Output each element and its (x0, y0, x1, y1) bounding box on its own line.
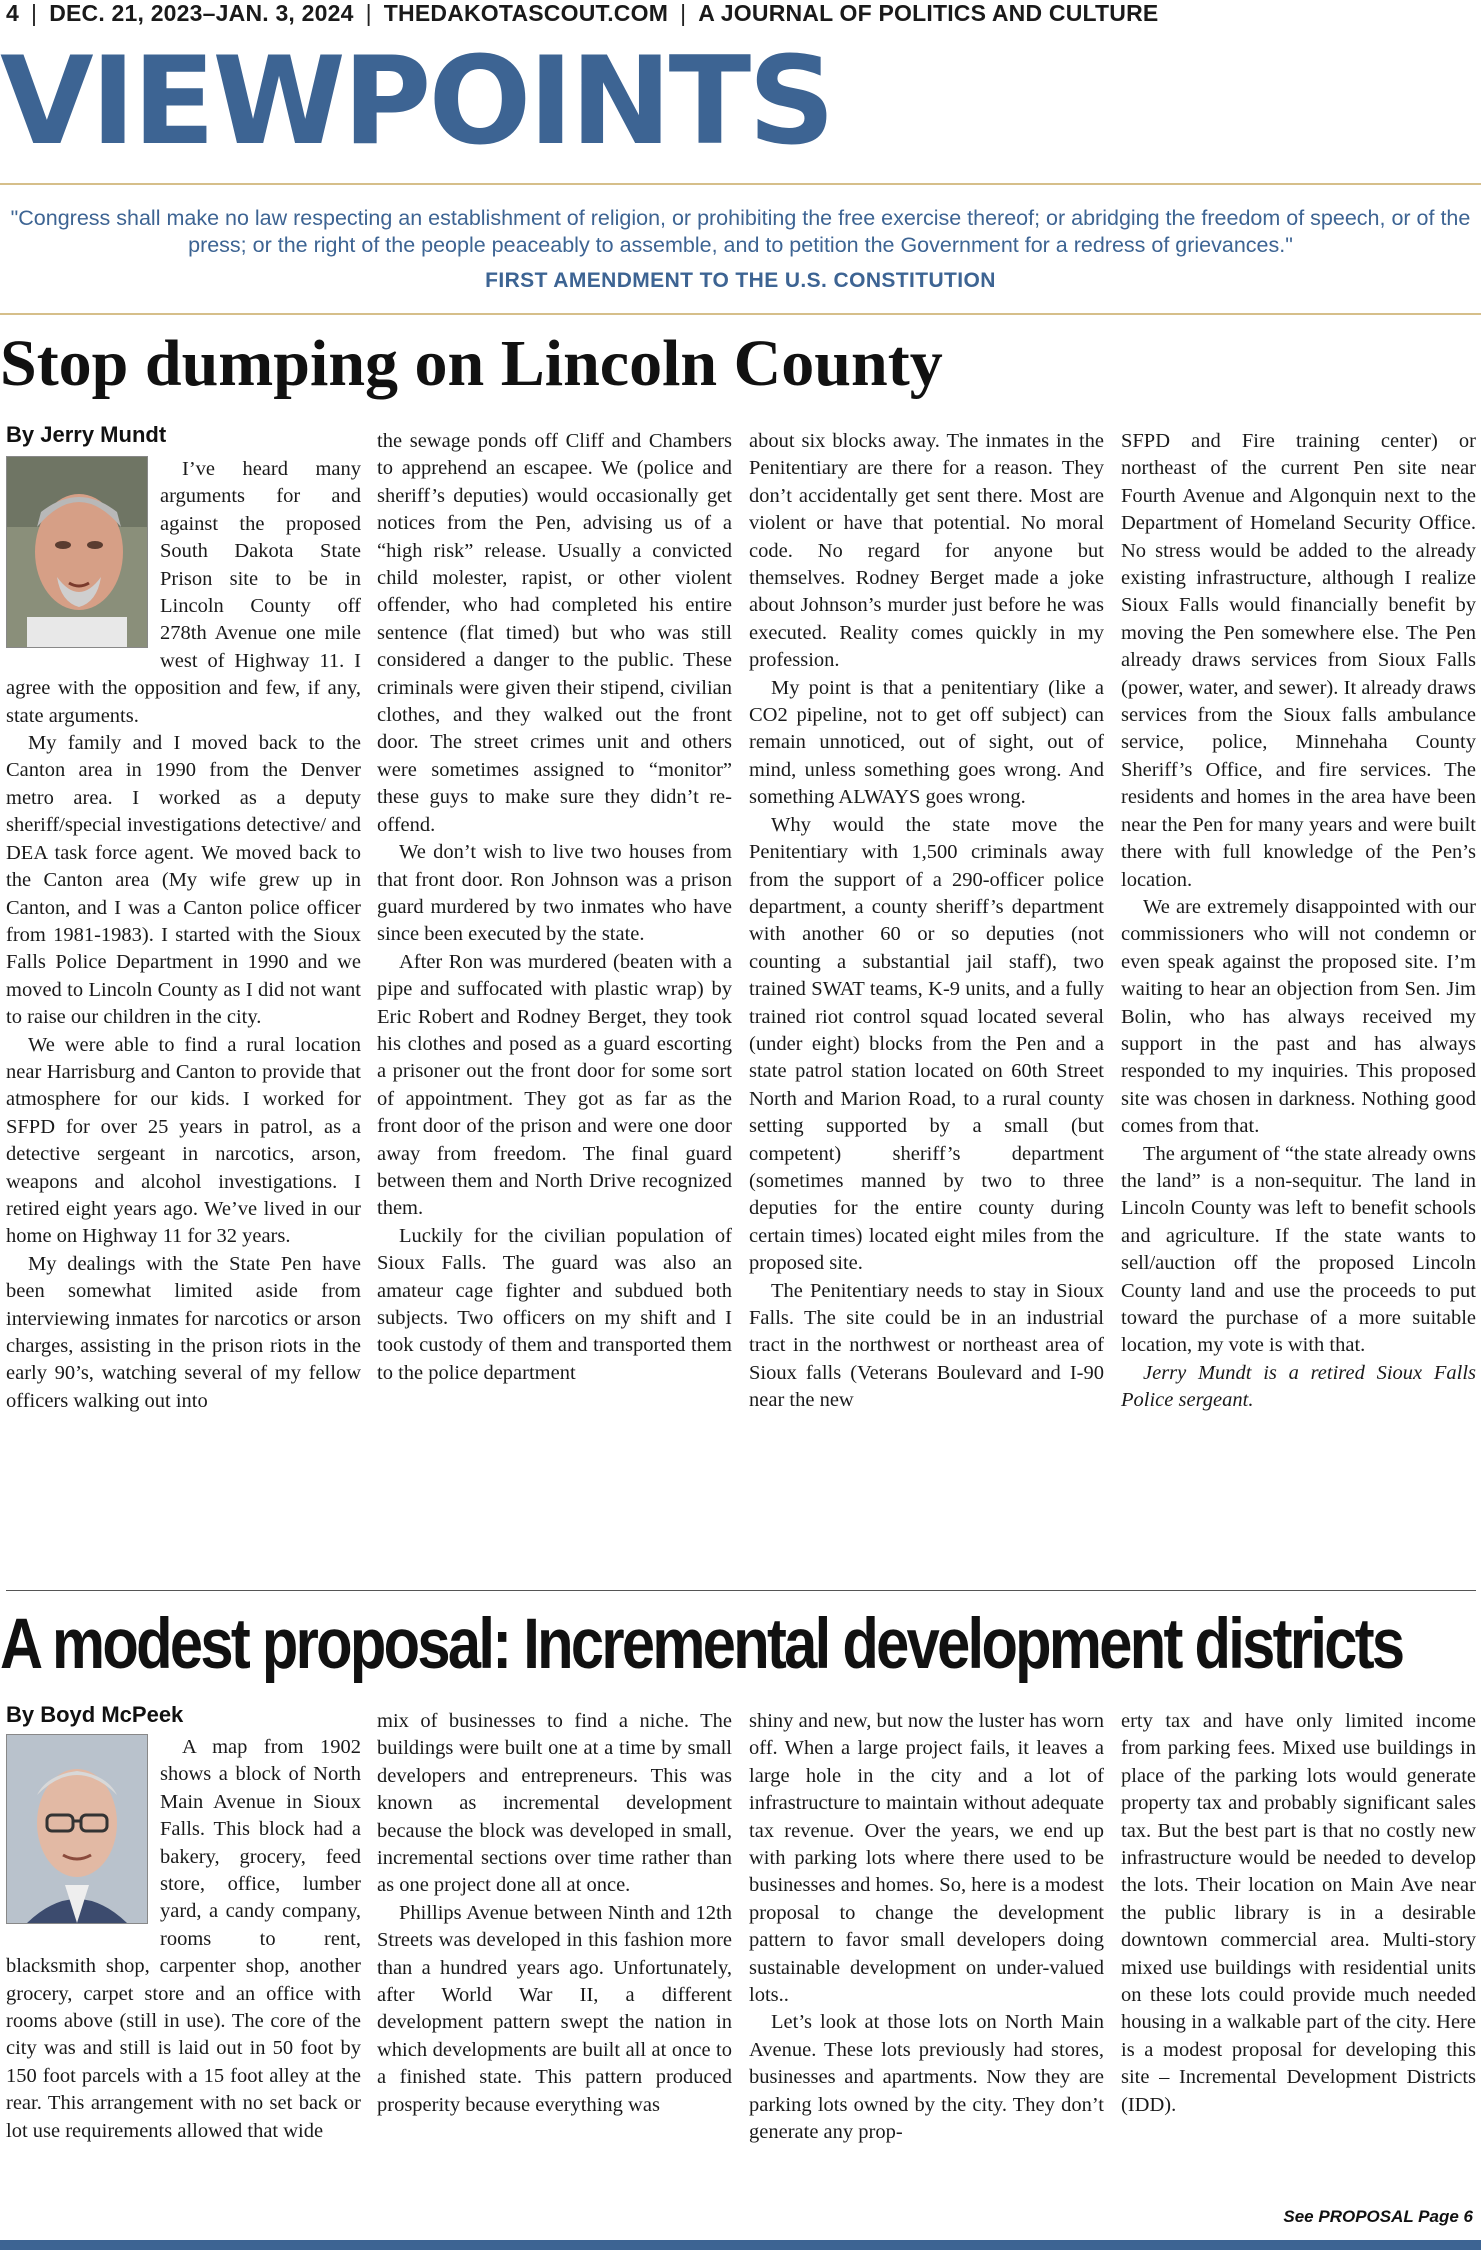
page-header-line: 4 | DEC. 21, 2023–JAN. 3, 2024 | THEDAKOTASCOUT.COM | A JOURNAL OF POLITICS AND CULTURE (6, 0, 1159, 26)
paragraph: erty tax and have only limited income from parking fees. Mixed use buildings in place of the parking lots would generate property tax and probably significant sales tax. But the best part is that no costly new infrastructure would be needed to develop the lots. Their location on Main Ave near the public library is in a desirable downtown commercial area. Multi-story mixed use buildings with residential units on these lots could provide much needed housing in a walkable part of the city. Here is a modest proposal for developing this site – Incremental Development Districts (IDD). (1121, 1710, 1476, 2116)
article2-column-1 (6, 1734, 361, 2145)
continued-jump-link[interactable]: See PROPOSAL Page 6 (1283, 2207, 1473, 2226)
paragraph: Let’s look at those lots on North Main Avenue. These lots previously had stores, businesses and apartments. Now they are parking lots owned by the city. They don’t generate any prop- (749, 2011, 1104, 2144)
author-photo-jerry-mundt (6, 456, 148, 648)
paragraph: I’ve heard many arguments for and against the proposed South Dakota State Prison site to be in Lincoln County off 278th Avenue one mile west of Highway 11. I agree with the opposition and few, if any, state arguments. (6, 458, 361, 727)
article2-headline: A modest proposal: Incremental development districts (0, 1605, 1403, 1684)
tagline: A JOURNAL OF POLITICS AND CULTURE (698, 0, 1159, 26)
paragraph: After Ron was murdered (beaten with a pipe and suffocated with plastic wrap) by Eric Robert and Rodney Berget, they took his clothes and posed as a guard escorting a prisoner out the front door for some sort of appointment. They got as far as the front door of the prison and were one door away from freedom. The final guard between them and North Drive recognized them. (377, 950, 732, 1220)
issue-dates: DEC. 21, 2023–JAN. 3, 2024 (49, 0, 354, 26)
article1-column-1 (6, 456, 361, 1415)
article2-column-2 (377, 1708, 732, 2119)
quote-source: FIRST AMENDMENT TO THE U.S. CONSTITUTION (485, 269, 996, 292)
paragraph: My point is that a penitentiary (like a CO2 pipeline, not to get off subject) can remain unnoticed, out of sight, out of mind, unless something goes wrong. And something ALWAYS goes wrong. (749, 676, 1104, 809)
paragraph: The argument of “the state already owns the land” is a non-sequitur. The land in Lincoln County was left to benefit schools and agriculture. If the state wants to sell/auction off the proposed Lincoln County land and use the proceeds to put toward the purchase of a more suitable location, my vote is with that. (1121, 1142, 1476, 1357)
page-number: 4 (6, 0, 19, 26)
paragraph: My dealings with the State Pen have been somewhat limited aside from interviewing inmates for narcotics or arson charges, assisting in the prison riots in the early 90’s, watching several of my fellow officers walking out into (6, 1252, 361, 1412)
bottom-bar (0, 2240, 1481, 2250)
article1-column-2 (377, 428, 732, 1387)
paragraph: We are extremely disappointed with our commissioners who will not condemn or even speak against the proposed site. I’m waiting to hear an objection from Sen. Jim Bolin, who has always received my support in the past and has always responded to my inquiries. This proposed site was chosen in darkness. Nothing good comes from that. (1121, 895, 1476, 1138)
quote-text: "Congress shall make no law respecting an establishment of religion, or prohibiting the free exercise thereof; or abridging the freedom of speech, or of the press; or the right of the people peaceably to assemble, and to petition the Government for a redress of grievances." (10, 206, 1471, 257)
paragraph: We don’t wish to live two houses from that front door. Ron Johnson was a prison guard murdered by two inmates who have since been executed by the state. (377, 841, 732, 946)
paragraph: Phillips Avenue between Ninth and 12th Streets was developed in this fashion more than a hundred years ago. Unfortunately, after World War II, a different development pattern swept the nation in which developments are built all at once to a finished state. This pattern produced prosperity because everything was (377, 1901, 732, 2116)
paragraph: the sewage ponds off Cliff and Chambers to apprehend an escapee. We (police and sheriff’s deputies) would occasionally get notices from the Pen, advising us of a “high risk” release. Usually a convicted child molester, rapist, or other violent offender, who had completed his entire sentence (flat timed) but who was still considered a danger to the public. These criminals were given their stipend, civilian clothes, and they walked out the front door. The street crimes unit and others were sometimes assigned to “monitor” these guys to make sure they didn’t re-offend. (377, 430, 732, 836)
divider (0, 183, 1481, 185)
article2-column-3 (749, 1708, 1104, 2147)
article1-byline: By Jerry Mundt (6, 422, 167, 447)
article1-headline: Stop dumping on Lincoln County (0, 327, 943, 400)
author-photo-boyd-mcpeek (6, 1734, 148, 1924)
paragraph: mix of businesses to find a niche. The buildings were built one at a time by small developers and entrepreneurs. This was known as incremental development because the block was developed in small, incremental sections over time rather than as one project done all at once. (377, 1710, 732, 1897)
paragraph: SFPD and Fire training center) or northeast of the current Pen site near Fourth Avenue and Algonquin next to the Department of Homeland Security Office. No stress would be added to the already existing infrastructure, although I realize Sioux Falls would financially benefit by moving the Pen somewhere else. The Pen already draws services from Sioux Falls (power, water, and sewer). It already draws services from the Sioux falls ambulance service, police, Minnehaha County Sheriff’s Office, and fire services. The residents and homes in the area have been near the Pen for many years and were built there with full knowledge of the Pen’s location. (1121, 430, 1476, 891)
portrait-image (7, 457, 147, 647)
portrait-image (7, 1735, 147, 1923)
paragraph: Why would the state move the Penitentiary with 1,500 criminals away from the support of a 290-officer police department, a county sheriff’s department with another 60 or so deputies (not counting a substantial jail staff), two trained SWAT teams, K-9 units, and a fully trained riot control squad located several (under eight) blocks from the Pen and a state patrol station located on 60th Street North and Marion Road, to a rural county setting supported by a small (but competent) sheriff’s department (sometimes manned by two to three deputies for the entire county during certain times) located eight miles from the proposed site. (749, 813, 1104, 1275)
paragraph: A map from 1902 shows a block of North Main Avenue in Sioux Falls. This block had a bakery, grocery, feed store, office, lumber yard, a candy company, rooms to rent, blacksmith shop, carpenter shop, another grocery, carpet store and an office with rooms above (still in use). The core of the city was and still is laid out in 50 foot by 150 foot parcels with a 15 foot alley at the rear. This arrangement with no set back or lot use requirements allowed that wide (6, 1736, 361, 2142)
paragraph: My family and I moved back to the Canton area in 1990 from the Denver metro area. I worked as a deputy sheriff/special investigations detective/ and DEA task force agent. We moved back to the Canton area (My wife grew up in Canton, and I was a Canton police officer from 1981-1983). I started with the Sioux Falls Police Department in 1990 and we moved to Lincoln County as I did not want to raise our children in the city. (6, 732, 361, 1029)
paragraph: shiny and new, but now the luster has worn off. When a large project fails, it leaves a large hole in the city and a lot of infrastructure to maintain without adequate tax revenue. Over the years, we end up with parking lots where there used to be businesses and homes. So, here is a modest proposal to change the development pattern to favor small developers doing sustainable development on under-valued lots.. (749, 1710, 1104, 2007)
divider (0, 313, 1481, 315)
paragraph: The Penitentiary needs to stay in Sioux Falls. The site could be in an industrial tract in the northwest or northeast area of Sioux falls (Veterans Boulevard and I-90 near the new (749, 1279, 1104, 1412)
constitution-quote (0, 205, 1481, 259)
article-divider (6, 1590, 1476, 1591)
paragraph: about six blocks away. The inmates in the Penitentiary are there for a reason. They don’t accidentally get sent there. Most are violent or have that potential. No moral code. No regard for anyone but themselves. Rodney Berget made a joke about Johnson’s murder just before he was executed. Reality comes quickly in my profession. (749, 430, 1104, 672)
article2-byline: By Boyd McPeek (6, 1702, 184, 1727)
paragraph: Luckily for the civilian population of Sioux Falls. The guard was also an amateur cage fighter and subdued both subjects. Two officers on my shift and I took custody of them and transported them to the police department (377, 1224, 732, 1384)
site-url[interactable]: THEDAKOTASCOUT.COM (383, 0, 669, 26)
section-title: VIEWPOINTS (0, 31, 833, 172)
author-signoff: Jerry Mundt is a retired Sioux Falls Police sergeant. (1121, 1361, 1476, 1412)
article1-column-4 (1121, 428, 1476, 1415)
article2-column-4 (1121, 1708, 1476, 2119)
article1-column-3 (749, 428, 1104, 1415)
paragraph: We were able to find a rural location near Harrisburg and Canton to provide that atmosphere for our kids. I worked for SFPD for over 25 years in patrol, as a detective sergeant in narcotics, arson, weapons and alcohol investigations. I retired eight years ago. We’ve lived in our home on Highway 11 for 32 years. (6, 1033, 361, 1248)
